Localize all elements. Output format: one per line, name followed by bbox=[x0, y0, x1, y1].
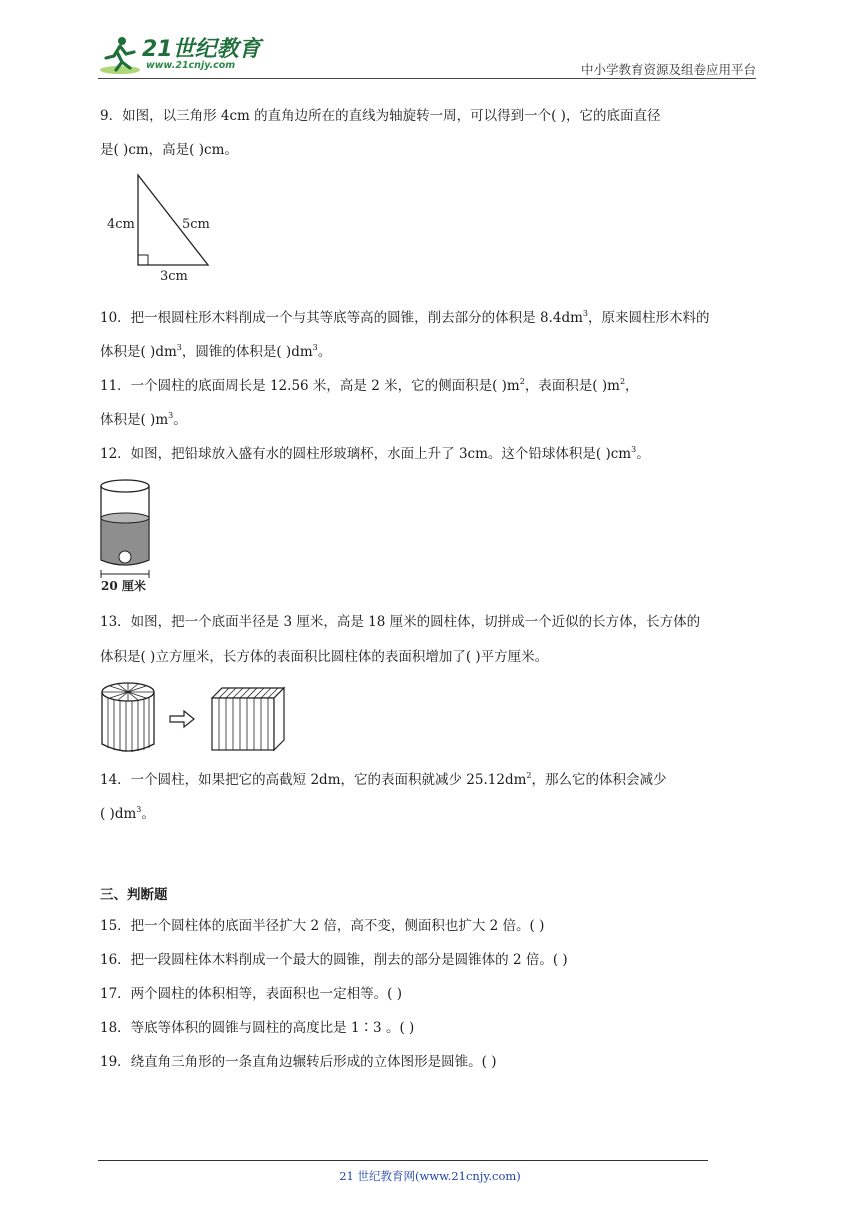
logo-text: 21世纪教育 bbox=[142, 37, 261, 62]
section-3-title: 三、判断题 bbox=[100, 887, 168, 903]
q19-line: 19．绕直角三角形的一条直角边辗转后形成的立体图形是圆锥。( ) bbox=[100, 1054, 497, 1070]
runner-logo-icon bbox=[98, 34, 142, 76]
q13-line1: 13．如图，把一个底面半径是 3 厘米，高是 18 厘米的圆柱体，切拼成一个近似的长方体，长方体的 bbox=[100, 614, 701, 630]
header-divider bbox=[98, 78, 756, 79]
q11-line2: 体积是( )$m^3$。 bbox=[100, 410, 187, 428]
q17-line: 17．两个圆柱的体积相等，表面积也一定相等。( ) bbox=[100, 986, 403, 1002]
q10-line1: 10．把一根圆柱形木料削成一个与其等底等高的圆锥，削去部分的体积是 $8.4dm^3$，原来圆柱形木料的 bbox=[100, 308, 710, 326]
q10-line2: 体积是( )$dm^3$，圆锥的体积是( )$dm^3$。 bbox=[100, 342, 332, 360]
q9-fig-left-label: 4cm bbox=[107, 217, 135, 232]
q9-fig-bottom-label: 3cm bbox=[160, 269, 188, 284]
q12-glass-figure bbox=[98, 476, 158, 594]
logo-url: www.21cnjy.com bbox=[146, 60, 236, 71]
q12-line1: 12．如图，把铅球放入盛有水的圆柱形玻璃杯，水面上升了 3cm。这个铅球体积是( )$cm^3$。 bbox=[100, 444, 650, 462]
q9-triangle-figure bbox=[100, 170, 230, 285]
q12-fig-label: 20 厘米 bbox=[101, 579, 146, 593]
q14-line1: 14．一个圆柱，如果把它的高截短 2dm，它的表面积就减少 $25.12dm^2$，那么它的体积会减少 bbox=[100, 770, 667, 788]
q13-line2: 体积是( )立方厘米，长方体的表面积比圆柱体的表面积增加了( )平方厘米。 bbox=[100, 649, 549, 665]
q11-line1: 11．一个圆柱的底面周长是 12.56 米，高是 2 米，它的侧面积是( )$m^2$，表面积是( )$m^2$， bbox=[100, 376, 639, 394]
page-header bbox=[0, 0, 860, 80]
q15-line: 15．把一个圆柱体的底面半径扩大 2 倍，高不变，侧面积也扩大 2 倍。( ) bbox=[100, 918, 545, 934]
q14-line2: ( )$dm^3$。 bbox=[100, 804, 155, 822]
footer-link[interactable]: 21 世纪教育网(www.21cnjy.com) bbox=[339, 1169, 521, 1183]
site-logo bbox=[98, 34, 268, 78]
platform-name: 中小学教育资源及组卷应用平台 bbox=[580, 62, 756, 77]
footer-divider bbox=[98, 1160, 708, 1161]
q9-fig-hyp-label: 5cm bbox=[182, 217, 210, 232]
q13-cylinder-to-cuboid-figure bbox=[98, 680, 298, 760]
q9-line1: 9．如图，以三角形 4cm 的直角边所在的直线为轴旋转一周，可以得到一个( )，它的底面直径 bbox=[100, 108, 661, 124]
q16-line: 16．把一段圆柱体木料削成一个最大的圆锥，削去的部分是圆锥体的 2 倍。( ) bbox=[100, 952, 568, 968]
q18-line: 18．等底等体积的圆锥与圆柱的高度比是 1∶3 。( ) bbox=[100, 1020, 415, 1036]
q9-line2: 是( )cm，高是( )cm。 bbox=[100, 142, 238, 158]
